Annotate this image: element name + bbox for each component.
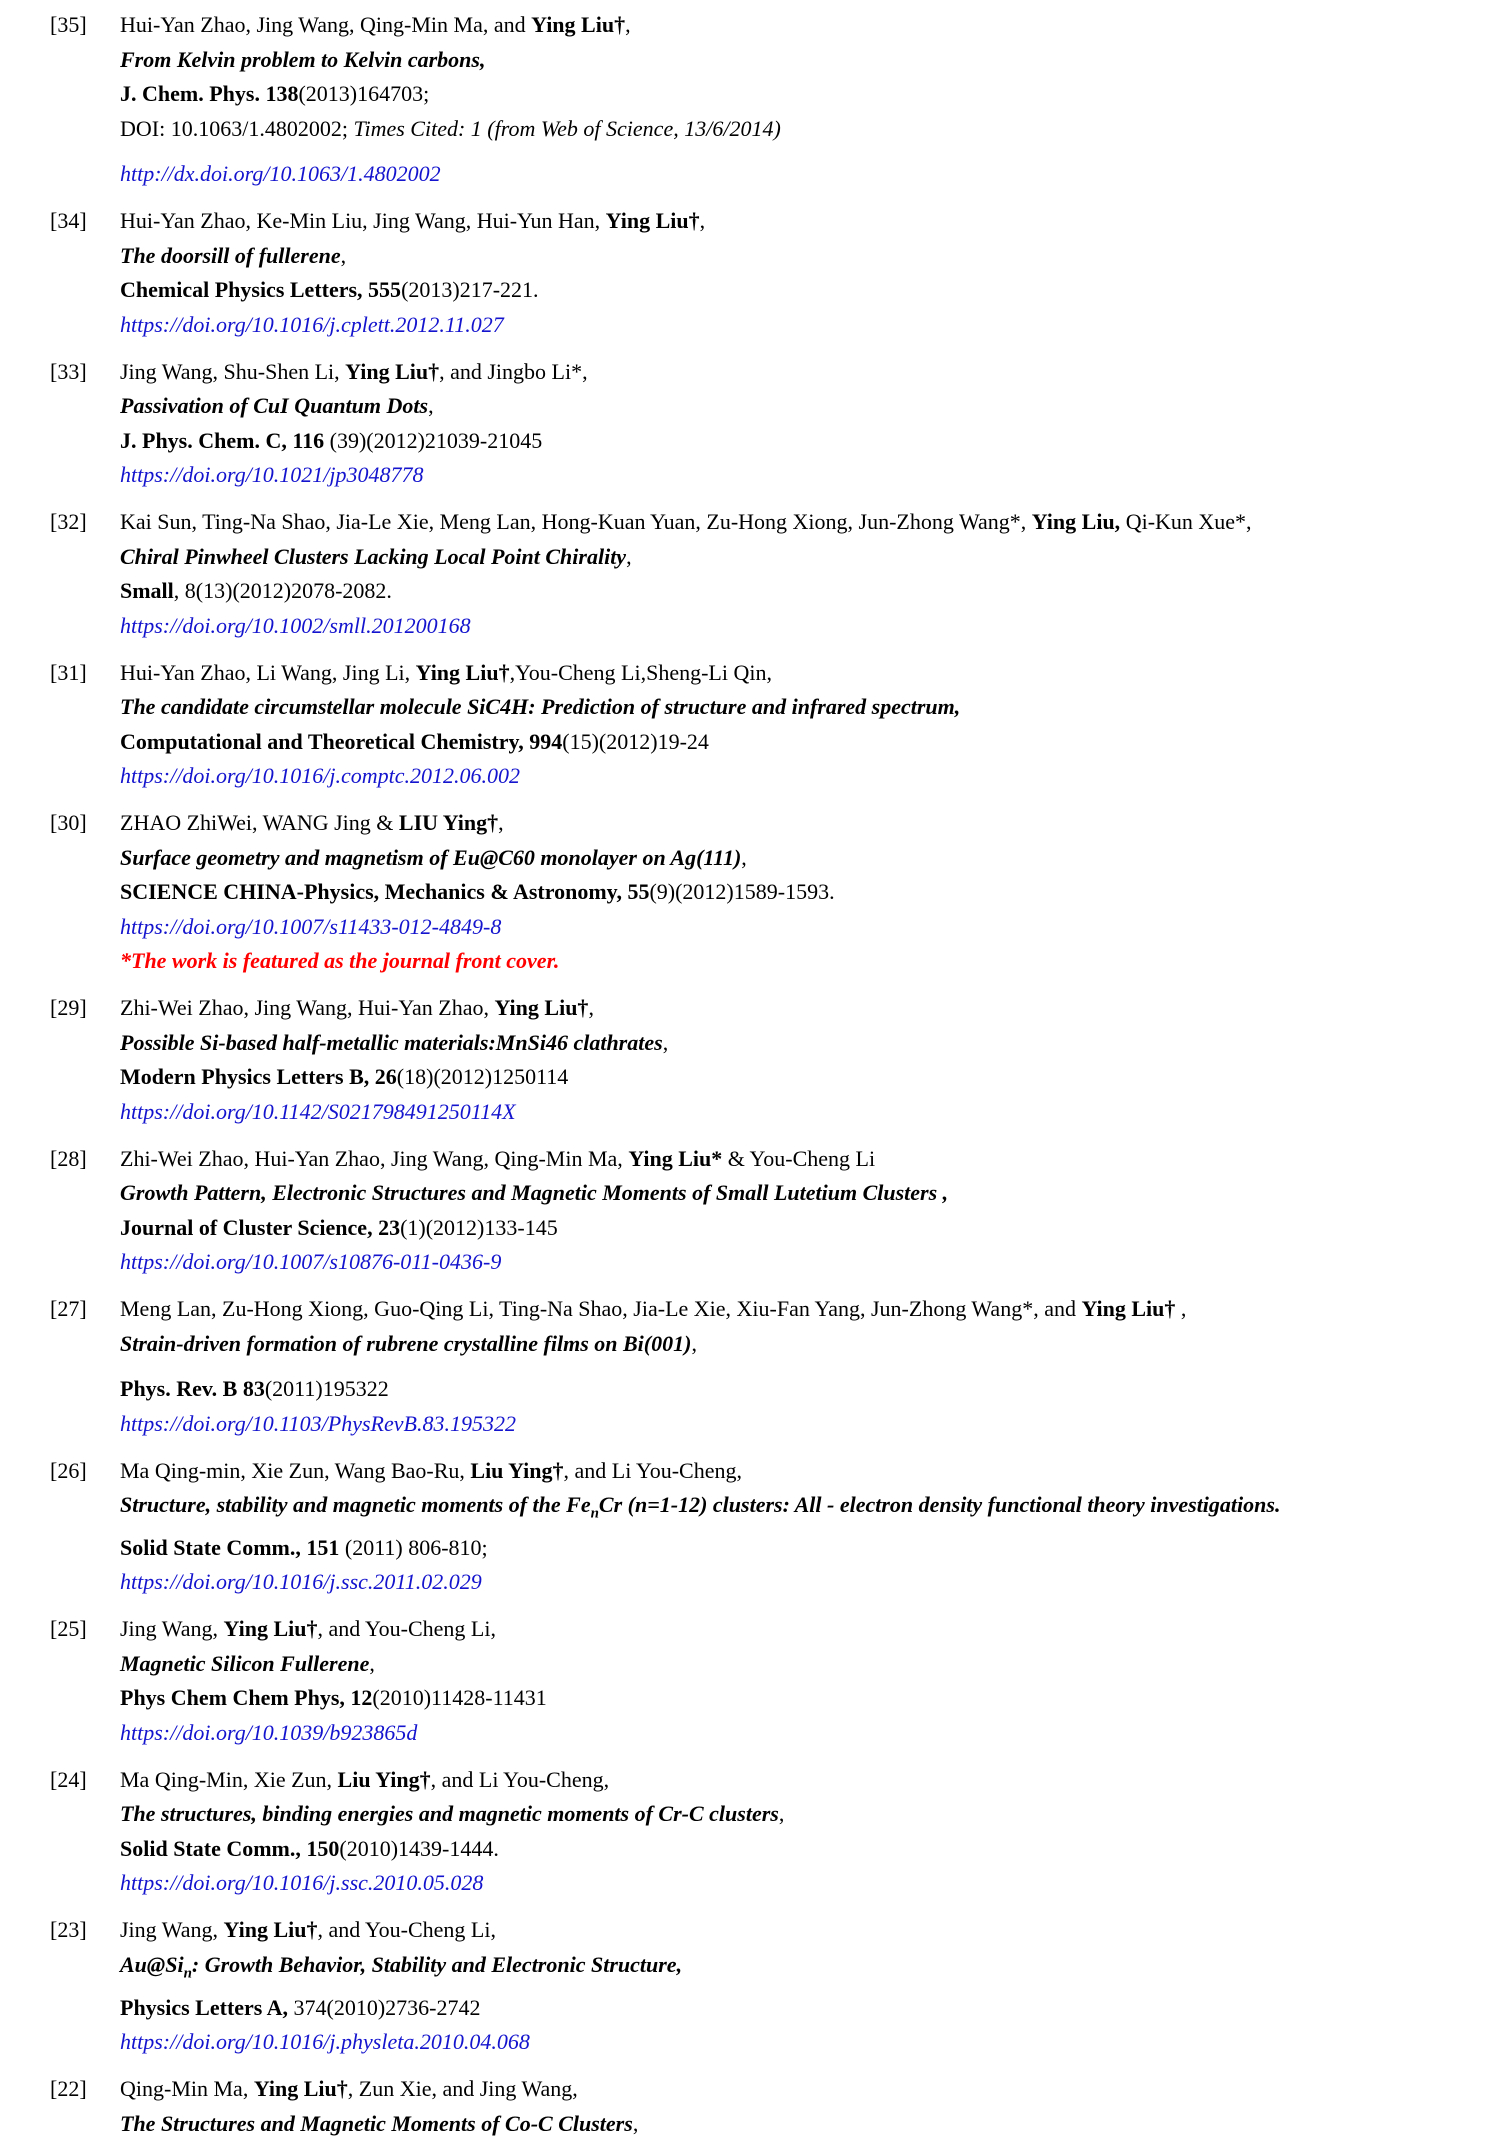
text-segment: ,: [369, 1650, 375, 1676]
reference-title-line: [120, 1026, 1490, 1061]
reference-entry: [50, 991, 1490, 1129]
text-segment: Magnetic Silicon Fullerene: [120, 1650, 370, 1676]
reference-doi-line: [120, 112, 1490, 147]
reference-body: [120, 204, 1490, 342]
text-segment: 374(2010)2736-2742: [288, 1994, 481, 2020]
text-segment: Ying Liu†: [494, 995, 589, 1020]
reference-link-line: [120, 2025, 1490, 2060]
text-segment: Ying Liu†: [531, 12, 626, 37]
text-segment: SCIENCE CHINA-Physics, Mechanics & Astronomy, 55: [120, 879, 650, 904]
reference-authors-line: [120, 991, 1490, 1026]
text-segment: Qing-Min Ma,: [120, 2076, 254, 2102]
text-segment: ,You-Cheng Li,Sheng-Li Qin,: [509, 659, 772, 685]
reference-link-line: [120, 1095, 1490, 1130]
text-segment: ,: [428, 393, 434, 418]
text-segment: Journal of Cluster Science, 23: [120, 1214, 401, 1240]
reference-link-line: [120, 157, 1490, 192]
reference-authors-line: [120, 2072, 1490, 2107]
reference-journal-line: [120, 273, 1490, 308]
reference-journal-line: [120, 875, 1490, 910]
reference-link-line: [120, 1716, 1490, 1751]
reference-number: [28]: [50, 1145, 87, 1171]
reference-title-line: [120, 239, 1490, 274]
text-segment: Ying Liu†: [345, 358, 440, 384]
doi-link[interactable]: https://doi.org/10.1016/j.physleta.2010.04.068: [120, 2029, 530, 2055]
reference-link-line: [120, 1866, 1490, 1901]
doi-link[interactable]: http://dx.doi.org/10.1063/1.4802002: [120, 161, 441, 186]
reference-entry: [50, 8, 1490, 192]
reference-body: [120, 1454, 1490, 1600]
reference-authors-line: [120, 1763, 1490, 1798]
text-segment: , 8(13)(2012)2078-2082.: [173, 578, 392, 603]
doi-link[interactable]: https://doi.org/10.1007/s10876-011-0436-9: [120, 1249, 502, 1274]
reference-number: [32]: [50, 509, 87, 534]
doi-link[interactable]: https://doi.org/10.1103/PhysRevB.83.195322: [120, 1410, 516, 1436]
text-segment: ,: [632, 2110, 639, 2136]
text-segment: Passivation of CuI Quantum Dots: [120, 393, 429, 418]
reference-number: [27]: [50, 1296, 87, 1321]
reference-number: [24]: [50, 1766, 87, 1792]
reference-body: [120, 1142, 1490, 1280]
reference-title-line: [120, 1948, 1490, 1991]
reference-number: [33]: [50, 358, 87, 384]
doi-link[interactable]: https://doi.org/10.1039/b923865d: [120, 1719, 418, 1745]
reference-title-line: [120, 43, 1490, 78]
reference-title-line: [120, 1327, 1490, 1362]
text-segment: Ying Liu†: [223, 1616, 318, 1642]
reference-link-line: [120, 759, 1490, 794]
text-segment: (18)(2012)1250114: [396, 1064, 569, 1089]
text-segment: ,: [588, 995, 594, 1020]
reference-body: [120, 991, 1490, 1129]
text-segment: J. Chem. Phys. 138: [120, 81, 299, 106]
reference-authors-line: [120, 1142, 1490, 1177]
reference-authors-line: [120, 656, 1490, 691]
text-segment: Ma Qing-min, Xie Zun, Wang Bao-Ru,: [120, 1457, 471, 1483]
reference-number: [31]: [50, 659, 87, 685]
doi-link[interactable]: https://doi.org/10.1002/smll.201200168: [120, 612, 471, 638]
reference-link-line: [120, 1407, 1490, 1442]
reference-journal-line: [120, 574, 1490, 609]
text-segment: Ying Liu†: [223, 1917, 318, 1943]
text-segment: (2010)11428-11431: [372, 1685, 547, 1711]
text-segment: Small: [120, 578, 174, 603]
reference-authors-line: [120, 1913, 1490, 1948]
reference-number: [35]: [50, 12, 87, 37]
text-segment: Hui-Yan Zhao, Jing Wang, Qing-Min Ma, and: [120, 12, 532, 37]
doi-link[interactable]: https://doi.org/10.1007/s11433-012-4849-8: [120, 913, 502, 939]
text-segment: : Growth Behavior, Stability and Electronic Structure,: [191, 1951, 683, 1977]
text-segment: Structure, stability and magnetic moments of the Fe: [120, 1492, 591, 1517]
text-segment: Hui-Yan Zhao, Li Wang, Jing Li,: [120, 659, 416, 685]
text-segment: (9)(2012)1589-1593.: [649, 879, 835, 904]
reference-authors-line: [120, 8, 1490, 43]
text-segment: Cr (n=1-12) clusters: All - electron density functional theory investigations.: [598, 1492, 1281, 1517]
text-segment: Jing Wang,: [120, 1616, 224, 1642]
text-segment: ,: [699, 208, 706, 233]
text-segment: (2011) 806-810;: [339, 1534, 488, 1560]
reference-authors-line: [120, 806, 1490, 841]
reference-journal-line: [120, 1991, 1490, 2026]
text-segment: n: [590, 1505, 599, 1522]
text-segment: ,: [626, 543, 632, 569]
text-segment: DOI: 10.1063/1.4802002;: [120, 115, 354, 141]
reference-authors-line: [120, 1292, 1490, 1327]
text-segment: (15)(2012)19-24: [562, 728, 709, 754]
text-segment: Ying Liu*: [628, 1145, 723, 1171]
reference-entry: [50, 355, 1490, 493]
text-segment: Modern Physics Letters B, 26: [120, 1064, 397, 1089]
text-segment: , and Jingbo Li*,: [439, 358, 588, 384]
text-segment: Ying Liu†: [605, 208, 700, 233]
reference-number: [22]: [50, 2076, 87, 2102]
reference-title-line: [120, 2107, 1490, 2141]
line-spacer: [120, 1361, 1490, 1372]
reference-number: [29]: [50, 995, 87, 1020]
reference-body: [120, 355, 1490, 493]
text-segment: Strain-driven formation of rubrene crystalline films on Bi(001): [120, 1330, 692, 1356]
text-segment: ,: [498, 810, 504, 835]
reference-authors-line: [120, 505, 1490, 540]
reference-link-line: [120, 1245, 1490, 1280]
reference-journal-line: [120, 725, 1490, 760]
text-segment: Ma Qing-Min, Xie Zun,: [120, 1766, 338, 1792]
reference-link-line: [120, 1565, 1490, 1600]
text-segment: Computational and Theoretical Chemistry, 994: [120, 728, 563, 754]
reference-entry: [50, 1292, 1490, 1441]
text-segment: Phys Chem Chem Phys, 12: [120, 1685, 373, 1711]
reference-entry: [50, 1913, 1490, 2059]
text-segment: Liu Ying†: [470, 1457, 564, 1483]
reference-journal-line: [120, 1372, 1490, 1407]
reference-title-line: [120, 540, 1490, 575]
reference-body: [120, 1612, 1490, 1750]
text-segment: ,: [741, 844, 747, 870]
text-segment: ,: [1175, 1296, 1187, 1321]
text-segment: (2010)1439-1444.: [339, 1835, 499, 1861]
text-segment: Ying Liu†: [415, 659, 510, 685]
reference-entry: [50, 1763, 1490, 1901]
text-segment: ,: [625, 12, 631, 37]
text-segment: (2011)195322: [264, 1376, 389, 1401]
text-segment: , and You-Cheng Li,: [317, 1616, 496, 1642]
text-segment: *The work is featured as the journal front cover.: [120, 948, 560, 973]
text-segment: , Zun Xie, and Jing Wang,: [347, 2076, 578, 2102]
reference-entry: [50, 656, 1490, 794]
text-segment: The candidate circumstellar molecule SiC4H: Prediction of structure and infrared spectrum,: [120, 694, 961, 719]
text-segment: ZHAO ZhiWei, WANG Jing &: [120, 810, 399, 835]
doi-link[interactable]: https://doi.org/10.1016/j.ssc.2011.02.029: [120, 1569, 482, 1595]
text-segment: Jing Wang,: [120, 1917, 224, 1943]
reference-entry: [50, 2072, 1490, 2141]
reference-body: [120, 1763, 1490, 1901]
text-segment: Phys. Rev. B 83: [120, 1376, 265, 1401]
text-segment: , and You-Cheng Li,: [317, 1917, 496, 1943]
text-segment: ,: [691, 1330, 697, 1356]
text-segment: The doorsill of fullerene: [120, 242, 341, 268]
reference-number: [26]: [50, 1457, 87, 1483]
text-segment: Au@Si: [120, 1951, 184, 1977]
reference-body: [120, 1292, 1490, 1441]
text-segment: Ying Liu,: [1031, 509, 1121, 534]
text-segment: ,: [662, 1029, 669, 1055]
reference-body: [120, 1913, 1490, 2059]
text-segment: Physics Letters A,: [120, 1994, 289, 2020]
reference-number: [23]: [50, 1917, 87, 1943]
reference-title-line: [120, 1176, 1490, 1211]
text-segment: & You-Cheng Li: [722, 1145, 876, 1171]
text-segment: Ying Liu†: [253, 2076, 348, 2102]
reference-entry: [50, 1612, 1490, 1750]
text-segment: Liu Ying†: [337, 1766, 431, 1792]
text-segment: Chemical Physics Letters, 555: [120, 277, 402, 302]
reference-body: [120, 505, 1490, 643]
reference-authors-line: [120, 204, 1490, 239]
doi-link[interactable]: https://doi.org/10.1142/S021798491250114X: [120, 1098, 516, 1124]
reference-number: [30]: [50, 810, 87, 835]
reference-title-line: [120, 841, 1490, 876]
reference-number: [34]: [50, 208, 87, 233]
text-segment: Zhi-Wei Zhao, Jing Wang, Hui-Yan Zhao,: [120, 995, 495, 1020]
line-spacer: [120, 146, 1490, 157]
reference-journal-line: [120, 1211, 1490, 1246]
reference-note-line: [120, 944, 1490, 979]
text-segment: Growth Pattern, Electronic Structures and Magnetic Moments of Small Lutetium Clusters ,: [120, 1180, 949, 1205]
text-segment: Zhi-Wei Zhao, Hui-Yan Zhao, Jing Wang, Qing-Min Ma,: [120, 1145, 629, 1171]
text-segment: Times Cited: 1 (from Web of Science, 13/6/2014): [353, 115, 781, 141]
reference-journal-line: [120, 1060, 1490, 1095]
reference-authors-line: [120, 355, 1490, 390]
reference-journal-line: [120, 424, 1490, 459]
text-segment: , and Li You-Cheng,: [430, 1766, 610, 1792]
reference-journal-line: [120, 77, 1490, 112]
reference-journal-line: [120, 1531, 1490, 1566]
text-segment: (2013)217-221.: [401, 277, 539, 302]
reference-entry: [50, 806, 1490, 979]
text-segment: J. Phys. Chem. C, 116: [120, 427, 325, 453]
reference-journal-line: [120, 1832, 1490, 1867]
text-segment: Ying Liu†: [1081, 1296, 1176, 1321]
reference-body: [120, 8, 1490, 192]
reference-link-line: [120, 609, 1490, 644]
text-segment: , and Li You-Cheng,: [563, 1457, 742, 1483]
text-segment: ,: [340, 242, 347, 268]
reference-body: [120, 2072, 1490, 2141]
text-segment: Kai Sun, Ting-Na Shao, Jia-Le Xie, Meng Lan, Hong-Kuan Yuan, Zu-Hong Xiong, Jun-Zhong Wang*,: [120, 509, 1032, 534]
doi-link[interactable]: https://doi.org/10.1016/j.ssc.2010.05.028: [120, 1870, 484, 1896]
text-segment: LIU Ying†: [398, 810, 499, 835]
text-segment: Hui-Yan Zhao, Ke-Min Liu, Jing Wang, Hui-Yun Han,: [120, 208, 606, 233]
text-segment: From Kelvin problem to Kelvin carbons,: [120, 46, 486, 72]
doi-link[interactable]: https://doi.org/10.1021/jp3048778: [120, 462, 424, 487]
text-segment: Solid State Comm., 151: [120, 1534, 340, 1560]
text-segment: Solid State Comm., 150: [120, 1835, 340, 1861]
text-segment: Possible Si-based half-metallic materials:MnSi46 clathrates: [120, 1029, 663, 1055]
reference-link-line: [120, 910, 1490, 945]
reference-entry: [50, 204, 1490, 342]
text-segment: ,: [778, 1801, 785, 1827]
reference-entry: [50, 1454, 1490, 1600]
text-segment: The structures, binding energies and magnetic moments of Cr-C clusters: [120, 1801, 779, 1827]
text-segment: Qi-Kun Xue*,: [1120, 509, 1252, 534]
text-segment: (39)(2012)21039-21045: [324, 427, 543, 453]
reference-entry: [50, 505, 1490, 643]
reference-journal-line: [120, 1681, 1490, 1716]
text-segment: Jing Wang, Shu-Shen Li,: [120, 358, 346, 384]
text-segment: (2013)164703;: [298, 81, 430, 106]
reference-title-line: [120, 1647, 1490, 1682]
doi-link[interactable]: https://doi.org/10.1016/j.cplett.2012.11.027: [120, 311, 504, 337]
text-segment: n: [183, 1965, 192, 1982]
text-segment: Meng Lan, Zu-Hong Xiong, Guo-Qing Li, Ting-Na Shao, Jia-Le Xie, Xiu-Fan Yang, Jun-Zhong Wang*, and: [120, 1296, 1082, 1321]
reference-body: [120, 806, 1490, 979]
text-segment: The Structures and Magnetic Moments of Co-C Clusters: [120, 2110, 633, 2136]
doi-link[interactable]: https://doi.org/10.1016/j.comptc.2012.06.002: [120, 763, 521, 788]
reference-link-line: [120, 308, 1490, 343]
reference-title-line: [120, 1488, 1490, 1531]
text-segment: Chiral Pinwheel Clusters Lacking Local Point Chirality: [120, 543, 627, 569]
text-segment: (1)(2012)133-145: [400, 1214, 558, 1240]
reference-authors-line: [120, 1454, 1490, 1489]
reference-title-line: [120, 690, 1490, 725]
reference-body: [120, 656, 1490, 794]
reference-number: [25]: [50, 1616, 87, 1642]
reference-entry: [50, 1142, 1490, 1280]
text-segment: Surface geometry and magnetism of Eu@C60 monolayer on Ag(111): [120, 844, 742, 870]
reference-link-line: [120, 458, 1490, 493]
reference-title-line: [120, 389, 1490, 424]
reference-title-line: [120, 1797, 1490, 1832]
reference-authors-line: [120, 1612, 1490, 1647]
